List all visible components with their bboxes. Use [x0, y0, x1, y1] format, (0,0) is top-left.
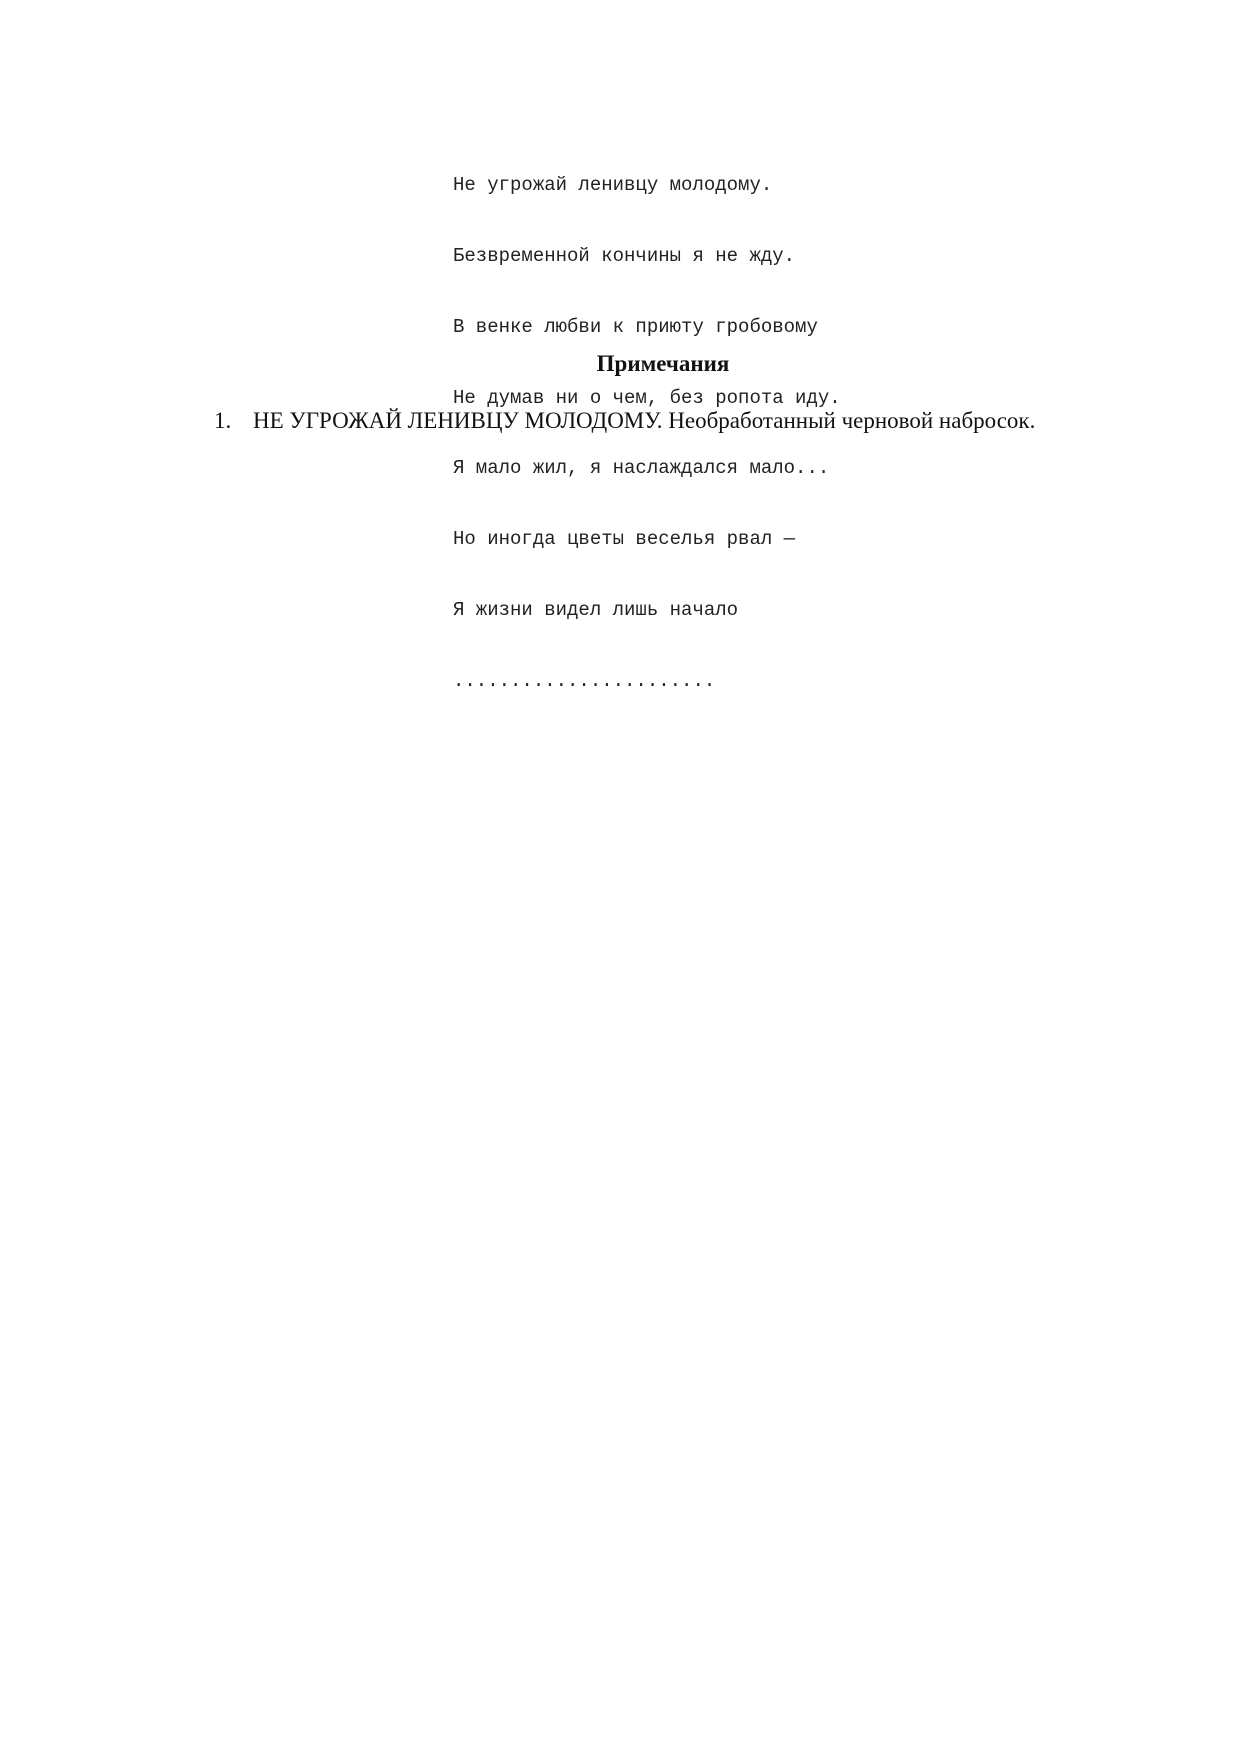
- poem-ellipsis-line: .......................: [453, 669, 716, 692]
- poem-line: Не думав ни о чем, без ропота иду.: [453, 386, 841, 409]
- note-item: [214, 407, 1035, 435]
- poem-line: Безвременной кончины я не жду.: [453, 244, 796, 267]
- poem-line: В венке любви к приюту гробовому: [453, 315, 818, 338]
- poem-line: Но иногда цветы веселья рвал —: [453, 528, 796, 551]
- note-text: НЕ УГРОЖАЙ ЛЕНИВЦУ МОЛОДОМУ. Необработанный черновой набросок.: [253, 408, 1036, 433]
- notes-heading: Примечания: [596, 351, 730, 376]
- note-number: 1.: [214, 408, 232, 433]
- poem-line: Не угрожай ленивцу молодому.: [453, 174, 773, 197]
- notes-list: [214, 407, 1035, 435]
- poem-line: Я жизни видел лишь начало: [453, 598, 739, 621]
- poem-line: Я мало жил, я наслаждался мало...: [453, 457, 830, 480]
